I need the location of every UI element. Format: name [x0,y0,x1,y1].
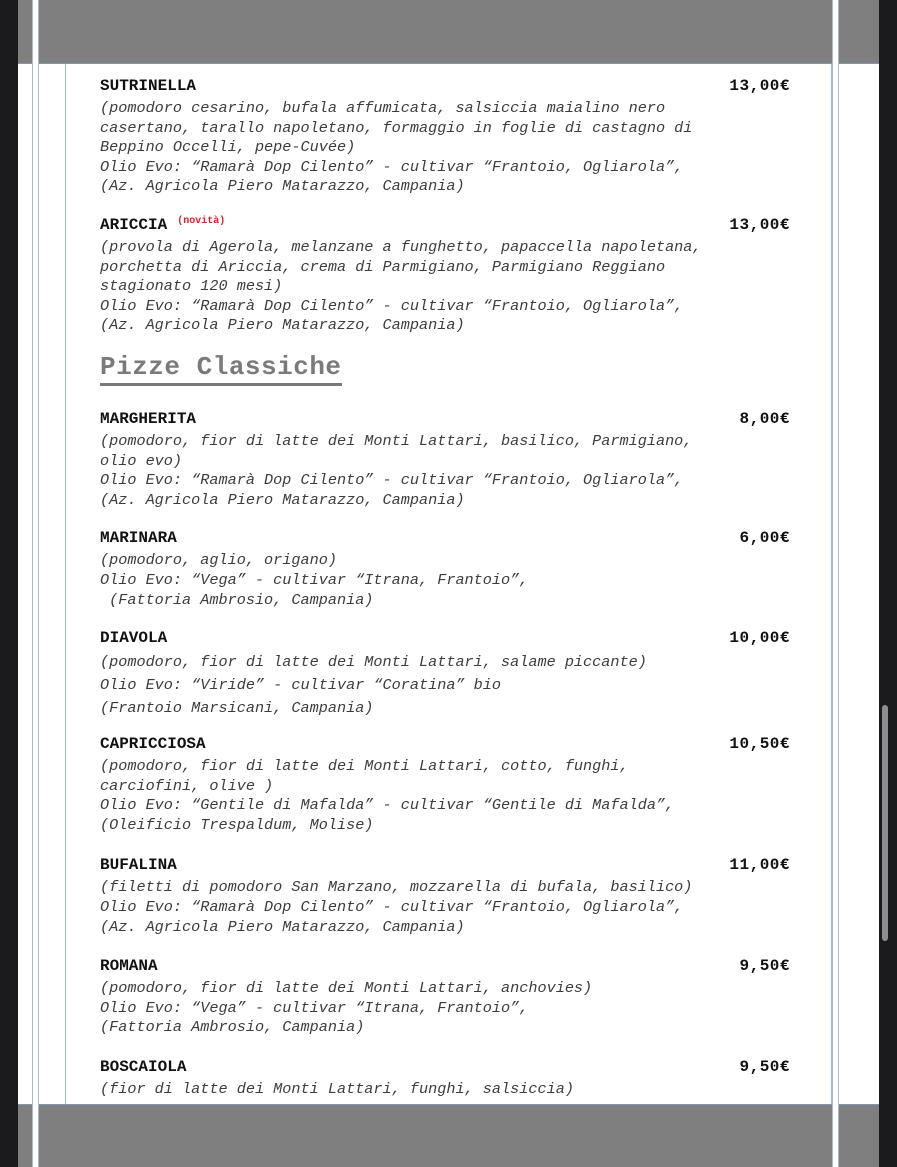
item-description: casertano, tarallo napoletano, formaggio in foglie di castagno di [100,118,693,137]
item-name: ARICCIA [100,215,168,234]
item-description: (pomodoro, fior di latte dei Monti Lattari, basilico, Parmigiano, [100,431,693,450]
item-oil: Olio Evo: “Ramarà Dop Cilento” - cultivar “Frantoio, Ogliarola”, [100,898,684,917]
item-description: (filetti di pomodoro San Marzano, mozzarella di bufala, basilico) [100,878,693,897]
item-oil-producer: (Az. Agricola Piero Matarazzo, Campania) [100,490,465,509]
item-price: 13,00€ [729,77,790,95]
page-gap-bottom [18,1104,879,1167]
item-oil-producer: (Frantoio Marsicani, Campania) [100,699,374,718]
item-oil: Olio Evo: “Gentile di Mafalda” - cultivar “Gentile di Mafalda”, [100,796,675,815]
item-name: MARGHERITA [100,409,197,428]
vertical-scrollbar-thumb[interactable] [882,705,888,941]
item-price: 9,50€ [739,1058,790,1077]
item-price: 11,00€ [729,856,790,875]
menu-item-bufalina [100,856,790,937]
item-name: ROMANA [100,957,158,976]
menu-item-ariccia [100,216,790,336]
item-name: BOSCAIOLA [100,1058,187,1077]
item-oil-producer: (Az. Agricola Piero Matarazzo, Campania) [100,177,465,196]
item-price: 10,00€ [729,629,790,648]
new-badge: (novità) [177,215,226,227]
item-name: MARINARA [100,529,177,548]
item-price: 6,00€ [739,529,790,548]
menu-item-sutrinella [100,77,790,197]
item-price: 8,00€ [739,409,790,428]
item-price: 9,50€ [739,957,790,976]
item-description: (pomodoro, aglio, origano) [100,551,337,570]
menu-item-boscaiola [100,1058,790,1100]
item-oil: Olio Evo: “Ramarà Dop Cilento” - cultivar “Frantoio, Ogliarola”, [100,157,684,176]
item-description: carciofini, olive ) [100,776,274,795]
item-description: Beppino Occelli, pepe-Cuvée) [100,138,356,157]
item-description: olio evo) [100,451,183,470]
document-viewer [18,0,879,1167]
item-oil: Olio Evo: “Vega” - cultivar “Itrana, Frantoio”, [100,998,529,1017]
item-description: (pomodoro, fior di latte dei Monti Lattari, cotto, funghi, [100,757,629,776]
item-description: (pomodoro cesarino, bufala affumicata, salsiccia maialino nero [100,99,666,117]
section-title-pizze-classiche: Pizze Classiche [100,352,342,386]
item-oil: Olio Evo: “Viride” - cultivar “Coratina” bio [100,676,502,695]
item-oil: Olio Evo: “Vega” - cultivar “Itrana, Frantoio”, [100,570,529,589]
menu-content [100,77,790,1100]
menu-item-diavola [100,629,790,720]
item-oil-producer: (Az. Agricola Piero Matarazzo, Campania) [100,316,465,335]
item-name: DIAVOLA [100,629,168,648]
item-oil-producer: (Fattoria Ambrosio, Campania) [100,1018,365,1037]
item-description: (fior di latte dei Monti Lattari, funghi, salsiccia) [100,1080,574,1099]
menu-item-romana [100,957,790,1038]
menu-item-marinara [100,529,790,610]
item-description: (pomodoro, fior di latte dei Monti Lattari, anchovies) [100,979,593,998]
page-edge-left [32,0,39,1167]
item-name: BUFALINA [100,856,177,875]
item-description: stagionato 120 mesi) [100,277,283,296]
page-edge-right [832,0,839,1167]
menu-page [65,64,832,1104]
item-price: 13,00€ [729,215,790,234]
item-oil-producer: (Oleificio Trespaldum, Molise) [100,815,374,834]
menu-item-margherita [100,410,790,510]
item-oil-producer: (Fattoria Ambrosio, Campania) [100,590,374,609]
item-price: 10,50€ [729,735,790,754]
item-oil-producer: (Az. Agricola Piero Matarazzo, Campania) [100,917,465,936]
item-description: (pomodoro, fior di latte dei Monti Lattari, salame piccante) [100,653,647,672]
item-description: porchetta di Ariccia, crema di Parmigiano, Parmigiano Reggiano [100,257,666,276]
item-description: (provola di Agerola, melanzane a funghetto, papaccella napoletana, [100,237,702,256]
item-oil: Olio Evo: “Ramarà Dop Cilento” - cultivar “Frantoio, Ogliarola”, [100,471,684,490]
menu-item-capricciosa [100,735,790,835]
page-gap-top [18,0,879,64]
item-oil: Olio Evo: “Ramarà Dop Cilento” - cultivar “Frantoio, Ogliarola”, [100,296,684,315]
item-name: SUTRINELLA [100,77,197,95]
item-name: CAPRICCIOSA [100,735,206,754]
